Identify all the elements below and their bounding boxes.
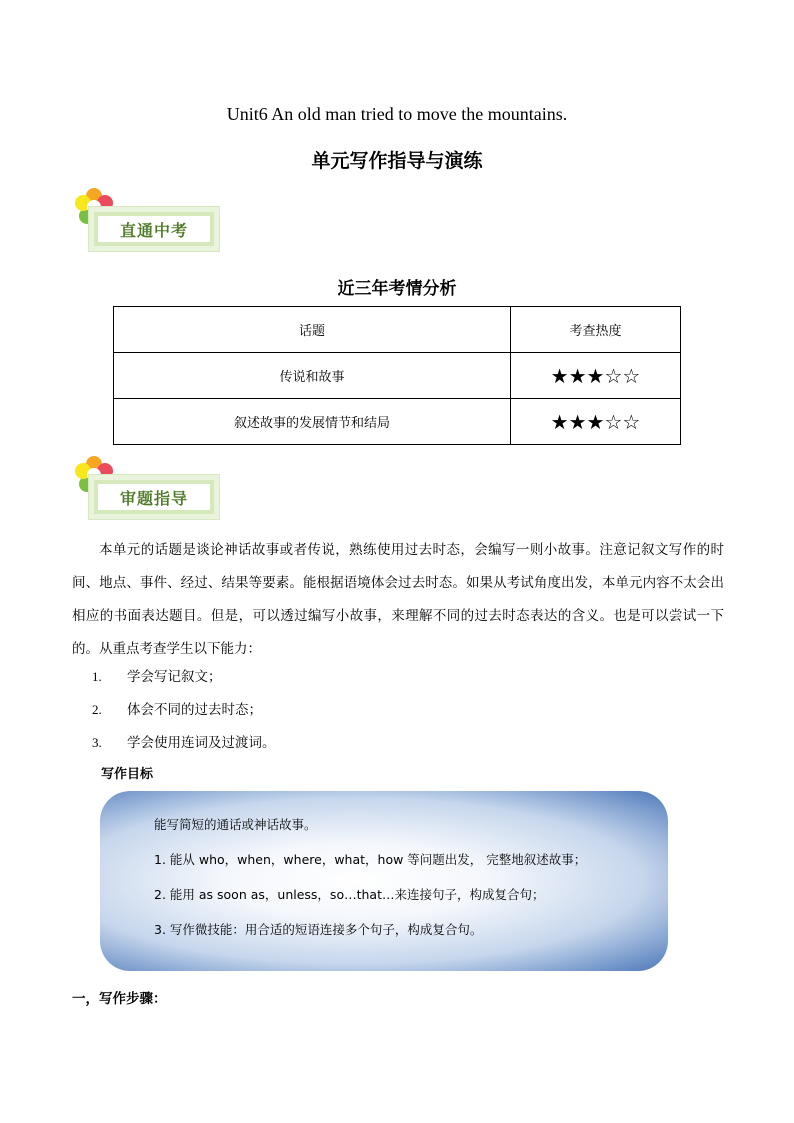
steps-heading: 一，写作步骤：	[72, 991, 167, 1007]
title-english: Unit6 An old man tried to move the mountains.	[226, 104, 568, 124]
goal-heading: 写作目标	[101, 767, 154, 782]
goal-box	[100, 791, 668, 971]
exam-analysis-table	[113, 306, 681, 445]
title-chinese: 单元写作指导与演练	[311, 150, 483, 172]
row-topic: 传说和故事	[114, 353, 511, 399]
goal-line: 1. 能从 who，when，where，what，how 等问题出发， 完整地叙述故事；	[154, 852, 587, 867]
section-badge-shenti	[72, 454, 232, 526]
table-row	[114, 353, 681, 399]
star-rating	[511, 399, 681, 445]
intro-paragraph: 本单元的话题是谈论神话故事或者传说，熟练使用过去时态，会编写一则小故事。注意记叙文写作的时间、地点、事件、经过、结果等要素。能根据语境体会过去时态。如果从考试角度出发，本单元内容不太会出相应的书面表达题目。但是，可以透过编写小故事，来理解不同的过去时态表达的含义。也是可以尝试一下的。从重点考查学生以下能力：	[72, 542, 724, 657]
goal-line: 能写简短的通话或神话故事。	[154, 817, 317, 832]
stars-icon: ★★★☆☆	[550, 363, 641, 388]
stars-icon: ★★★☆☆	[550, 409, 641, 434]
list-item: 1. 学会写记叙文；	[92, 669, 222, 685]
row-topic: 叙述故事的发展情节和结局	[114, 399, 511, 445]
badge-label: 直通中考	[94, 212, 214, 246]
table-title: 近三年考情分析	[337, 279, 457, 299]
table-row	[114, 399, 681, 445]
list-item: 3. 学会使用连词及过渡词。	[92, 735, 276, 751]
list-item: 2. 体会不同的过去时态；	[92, 702, 262, 718]
goal-line: 2. 能用 as soon as，unless，so…that…来连接句子，构成复合句；	[154, 887, 545, 902]
goal-line: 3. 写作微技能：用合适的短语连接多个句子，构成复合句。	[154, 922, 483, 937]
section-badge-zhitong	[72, 186, 232, 258]
badge-label: 审题指导	[94, 480, 214, 514]
header-topic: 话题	[114, 307, 511, 353]
star-rating	[511, 353, 681, 399]
table-header-row	[114, 307, 681, 353]
header-heat: 考查热度	[511, 307, 681, 353]
